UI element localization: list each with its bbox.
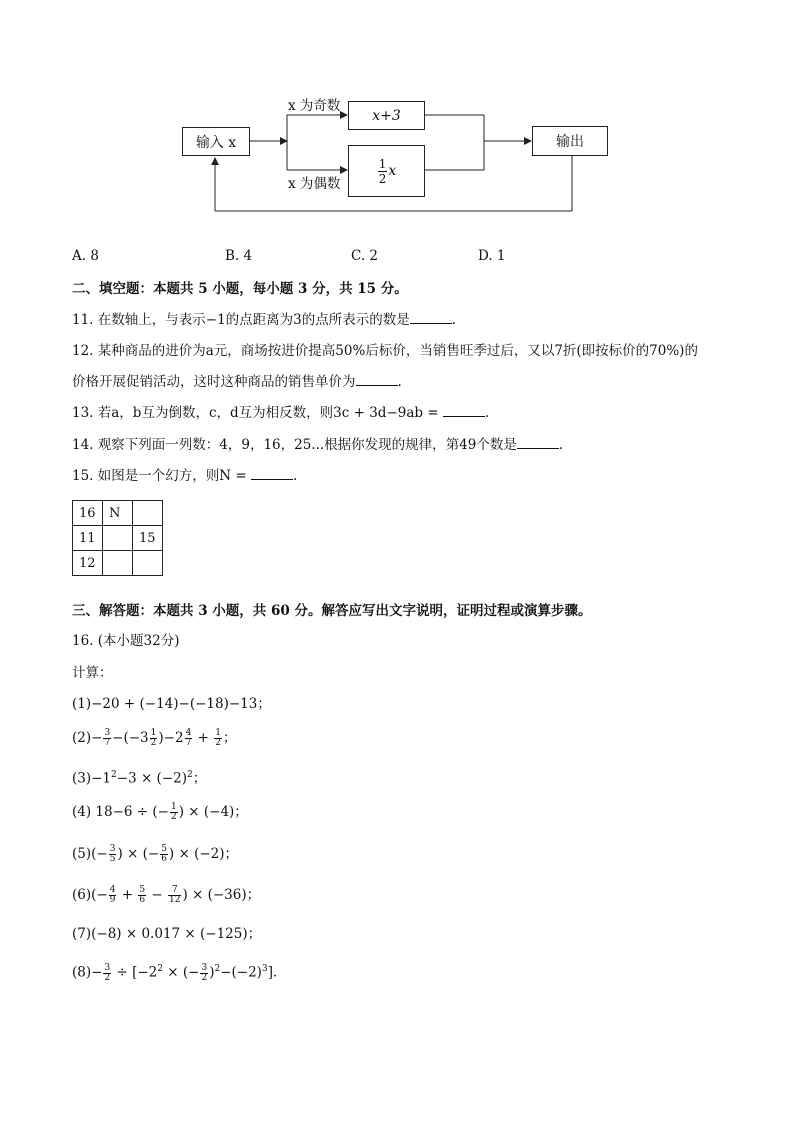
magic-square xyxy=(72,500,163,576)
calc-7: (7)(−8) × 0.017 × (−125)； xyxy=(72,926,262,942)
section2-heading: 二、填空题：本题共 5 小题，每小题 3 分，共 15 分。 xyxy=(72,281,408,297)
magic-cell xyxy=(103,526,133,551)
question-11: 11. 在数轴上，与表示−1的点距离为3的点所表示的数是 . xyxy=(72,312,457,328)
magic-row xyxy=(73,526,163,551)
question-12-line1: 12. 某种商品的进价为a元，商场按进价提高50%后标价，当销售旺季过后，又以7折(即按标价的70%)的 xyxy=(72,343,698,359)
section3-heading: 三、解答题：本题共 3 小题，共 60 分。解答应写出文字说明，证明过程或演算步骤。 xyxy=(72,603,592,619)
even-condition-label: x 为偶数 xyxy=(288,176,341,192)
answer-blank xyxy=(251,467,293,480)
flowchart-even-box xyxy=(348,145,425,197)
option-b: B. 4 xyxy=(225,248,253,264)
even-coefficient: $\frac{1}{2}$ xyxy=(378,156,387,186)
odd-condition-label: x 为奇数 xyxy=(288,98,341,114)
output-label: 输出 xyxy=(556,134,584,150)
fraction: $\frac{3}{7}$ xyxy=(104,728,111,748)
fraction: $\frac{3}{2}$ xyxy=(201,962,208,983)
option-c: C. 2 xyxy=(351,248,379,264)
magic-cell: 12 xyxy=(73,551,103,576)
magic-cell: 16 xyxy=(73,501,103,526)
calc-2: (2)− $\frac{3}{7}$ −(−3 $\frac{1}{2}$ )−2 $\frac{4}{7}$ + $\frac{1}{2}$ ； xyxy=(72,728,237,748)
fraction: $\frac{4}{9}$ xyxy=(109,885,116,905)
answer-blank xyxy=(443,404,485,417)
fraction: $\frac{3}{2}$ xyxy=(104,962,111,983)
fraction: $\frac{5}{6}$ xyxy=(139,885,146,905)
question-16-title: 16. (本小题32分) xyxy=(72,633,180,649)
magic-cell xyxy=(103,551,133,576)
answer-blank xyxy=(517,436,559,449)
answer-blank xyxy=(356,373,398,386)
fraction: $\frac{1}{2}$ xyxy=(215,728,221,748)
magic-cell: 11 xyxy=(73,526,103,551)
fraction: $\frac{7}{12}$ xyxy=(168,885,181,905)
question-12-line2: 价格开展促销活动，这时这种商品的销售单价为 . xyxy=(72,374,402,390)
fraction: $\frac{3}{5}$ xyxy=(109,844,116,864)
magic-row xyxy=(73,551,163,576)
calc-3: $(3)-1^2-3 \times (-2)^2$； xyxy=(72,770,207,787)
magic-cell xyxy=(133,501,163,526)
answer-blank xyxy=(410,311,452,324)
fraction: $\frac{5}{6}$ xyxy=(161,844,167,864)
odd-expression: x+3 xyxy=(372,107,401,124)
calc-5: (5)(− $\frac{3}{5}$ ) × (− $\frac{5}{6}$ ) × (−2)； xyxy=(72,844,239,864)
magic-row xyxy=(73,501,163,526)
question-13: 13. 若a，b互为倒数，c，d互为相反数，则3c + 3d−9ab = . xyxy=(72,405,490,421)
magic-cell: 15 xyxy=(133,526,163,551)
magic-cell: N xyxy=(103,501,133,526)
calc-6: (6)(− $\frac{4}{9}$ + $\frac{5}{6}$ − $\frac{7}{12}$ ) × (−36)； xyxy=(72,885,261,905)
fraction: $\frac{4}{7}$ xyxy=(185,728,192,748)
option-a: A. 8 xyxy=(72,248,99,264)
input-label: 输入 x xyxy=(195,134,237,151)
flowchart-output-box xyxy=(532,126,608,156)
fraction: $\frac{1}{2}$ xyxy=(150,728,157,748)
fraction: $\frac{1}{2}$ xyxy=(170,802,177,822)
calc-4: (4) 18−6 ÷ (− $\frac{1}{2}$ ) × (−4)； xyxy=(72,802,248,822)
flowchart-odd-box xyxy=(348,101,425,130)
calc-1: (1)−20 + (−14)−(−18)−13； xyxy=(72,696,271,712)
question-14: 14. 观察下列面一列数：4，9，16，25...根据你发现的规律，第49个数是 . xyxy=(72,437,564,453)
question-15: 15. 如图是一个幻方，则N = . xyxy=(72,468,298,484)
flowchart-input-box xyxy=(182,127,250,156)
question-16-intro: 计算： xyxy=(72,665,113,681)
magic-cell xyxy=(133,551,163,576)
option-d: D. 1 xyxy=(478,248,506,264)
even-variable: x xyxy=(388,163,397,179)
calc-8: (8)− $\frac{3}{2}$ ÷ [$-2^2$ × (− $\frac{3}{2}$ )$^2-(-2)^3$]. xyxy=(72,962,278,983)
